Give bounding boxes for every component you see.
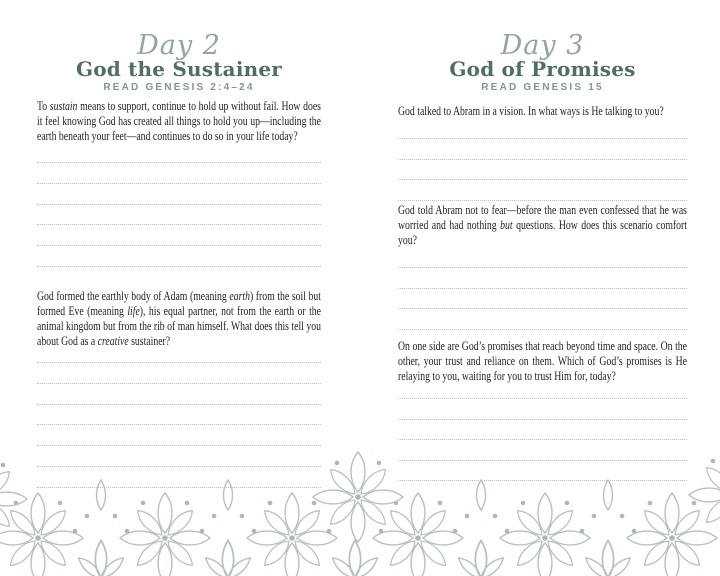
journal-section	[398, 203, 687, 330]
day-label: Day 2	[137, 30, 221, 61]
writing-line	[37, 467, 321, 488]
writing-line	[398, 268, 687, 289]
writing-line	[398, 399, 687, 420]
journal-section	[398, 339, 687, 481]
reading-reference: READ GENESIS 2:4–24	[103, 82, 255, 93]
writing-line	[37, 225, 321, 246]
writing-line	[37, 425, 321, 446]
writing-line	[398, 180, 687, 201]
writing-line	[398, 384, 687, 399]
writing-line	[398, 440, 687, 461]
day-label: Day 3	[500, 30, 585, 61]
writing-line	[37, 184, 321, 205]
question-text: God talked to Abram in a vision. In what ways is He talking to you?	[398, 104, 664, 118]
question-text: On one side are God’s promises that reach beyond time and space. On the other, your trust and reliance on them. Which of God’s promises is He relaying to you, waiting for you to trust Him for, today?	[398, 339, 687, 383]
right-page-header	[398, 0, 687, 93]
right-page	[398, 0, 687, 576]
writing-line	[37, 405, 321, 426]
writing-line	[398, 461, 687, 482]
left-page	[37, 0, 321, 576]
journal-section	[37, 99, 321, 267]
writing-line	[37, 205, 321, 226]
reading-reference: READ GENESIS 15	[481, 82, 604, 93]
journal-section	[398, 104, 687, 201]
question-text: To sustain means to support, continue to hold up without fail. How does it feel knowing God has created all things to hold you up—including the earth beneath your feet—and continues to do so in your life today?	[37, 99, 321, 143]
writing-line	[398, 289, 687, 310]
writing-line	[37, 446, 321, 467]
question-text: God formed the earthly body of Adam (meaning earth) from the soil but formed Eve (meaning life), his equal partner, not from the earth or the animal kingdom but from the rib of man himself. What does this tell you about God as a creative sustainer?	[37, 289, 321, 348]
writing-line	[398, 248, 687, 268]
page-title: God the Sustainer	[75, 57, 283, 81]
journal-section	[37, 289, 321, 488]
writing-line	[37, 384, 321, 405]
writing-line	[37, 144, 321, 163]
writing-line	[398, 139, 687, 160]
writing-line	[398, 160, 687, 181]
question-text: God told Abram not to fear—before the man even confessed that he was worried and had nothing but questions. How does this scenario comfort you?	[398, 203, 687, 247]
writing-line	[37, 163, 321, 184]
left-page-header	[37, 0, 321, 93]
writing-line	[398, 309, 687, 330]
writing-line	[37, 349, 321, 363]
writing-line	[37, 246, 321, 267]
page-title: God of Promises	[449, 57, 636, 81]
writing-line	[37, 363, 321, 384]
writing-line	[398, 420, 687, 441]
writing-line	[398, 119, 687, 139]
